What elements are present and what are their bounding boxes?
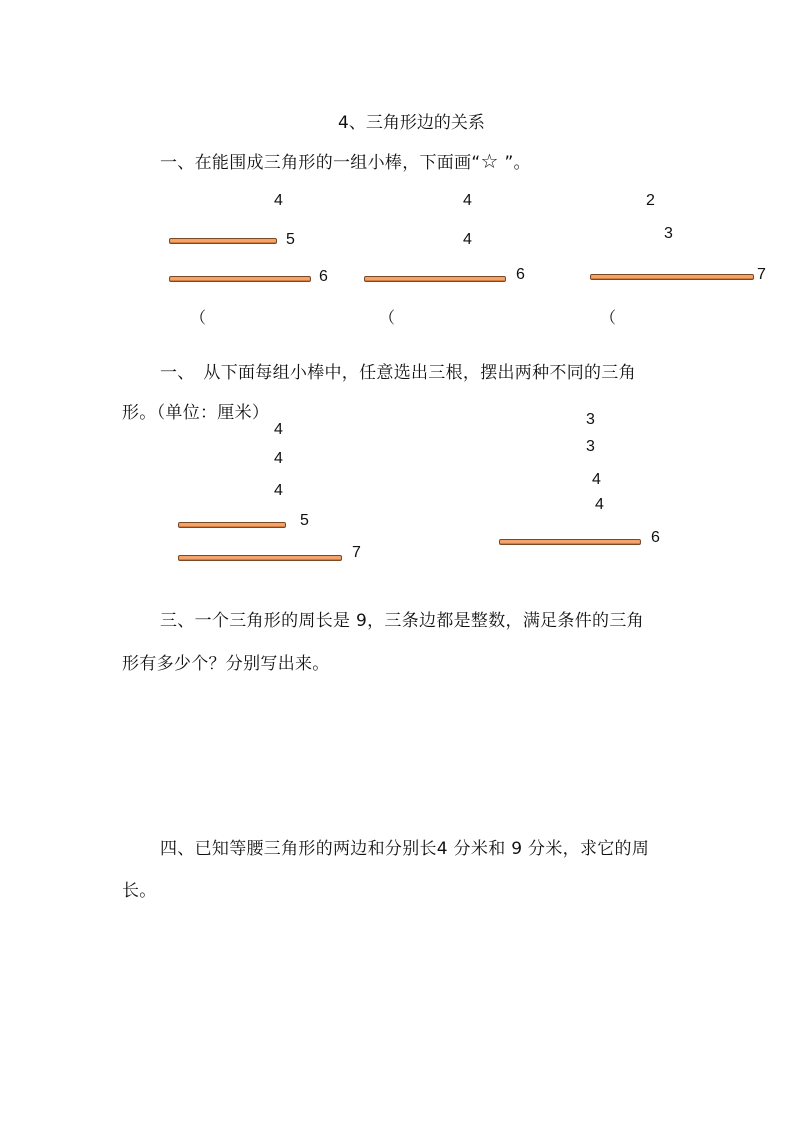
stick-label: 5	[286, 231, 295, 248]
answer-paren: （	[600, 308, 617, 327]
stick	[178, 522, 286, 528]
stick-label: 6	[319, 268, 328, 285]
page-title: 4、三角形边的关系	[338, 113, 485, 133]
stick-label: 4	[274, 450, 283, 467]
stick-label: 7	[757, 266, 766, 283]
stick-label: 3	[586, 438, 595, 455]
stick-label: 4	[592, 471, 601, 488]
stick-label: 4	[463, 192, 472, 209]
question-4-line-1: 四、已知等腰三角形的两边和分别长4 分米和 9 分米，求它的周	[160, 839, 650, 859]
stick-label: 7	[352, 544, 361, 561]
question-2-line-2: 形。（单位：厘米）	[122, 403, 270, 423]
stick	[499, 539, 641, 545]
stick-label: 2	[646, 192, 655, 209]
star-icon: ☆	[480, 149, 499, 173]
question-1-tail: ”。	[498, 153, 531, 173]
stick-label: 4	[274, 421, 283, 438]
question-1-text	[160, 148, 531, 173]
stick-label: 4	[274, 482, 283, 499]
question-3-line-2: 形有多少个？分别写出来。	[122, 654, 330, 674]
stick-label: 4	[595, 496, 604, 513]
stick-label: 6	[516, 266, 525, 283]
question-4-line-2: 长。	[122, 881, 157, 901]
stick-label: 4	[463, 231, 472, 248]
stick	[169, 276, 311, 282]
stick-label: 6	[651, 529, 660, 546]
answer-paren: （	[190, 308, 207, 327]
stick	[178, 555, 342, 561]
stick-label: 3	[586, 411, 595, 428]
stick	[169, 238, 277, 244]
stick-label: 4	[274, 192, 283, 209]
question-1-lead: 一、在能围成三角形的一组小棒，下面画“	[160, 153, 481, 173]
stick	[364, 276, 506, 282]
answer-paren: （	[379, 308, 396, 327]
stick-label: 5	[300, 512, 309, 529]
stick-label: 3	[664, 225, 673, 242]
question-3-line-1: 三、一个三角形的周长是 9，三条边都是整数，满足条件的三角	[160, 611, 644, 631]
stick	[590, 274, 754, 280]
question-2-line-1: 一、 从下面每组小棒中，任意选出三根，摆出两种不同的三角	[160, 363, 636, 383]
